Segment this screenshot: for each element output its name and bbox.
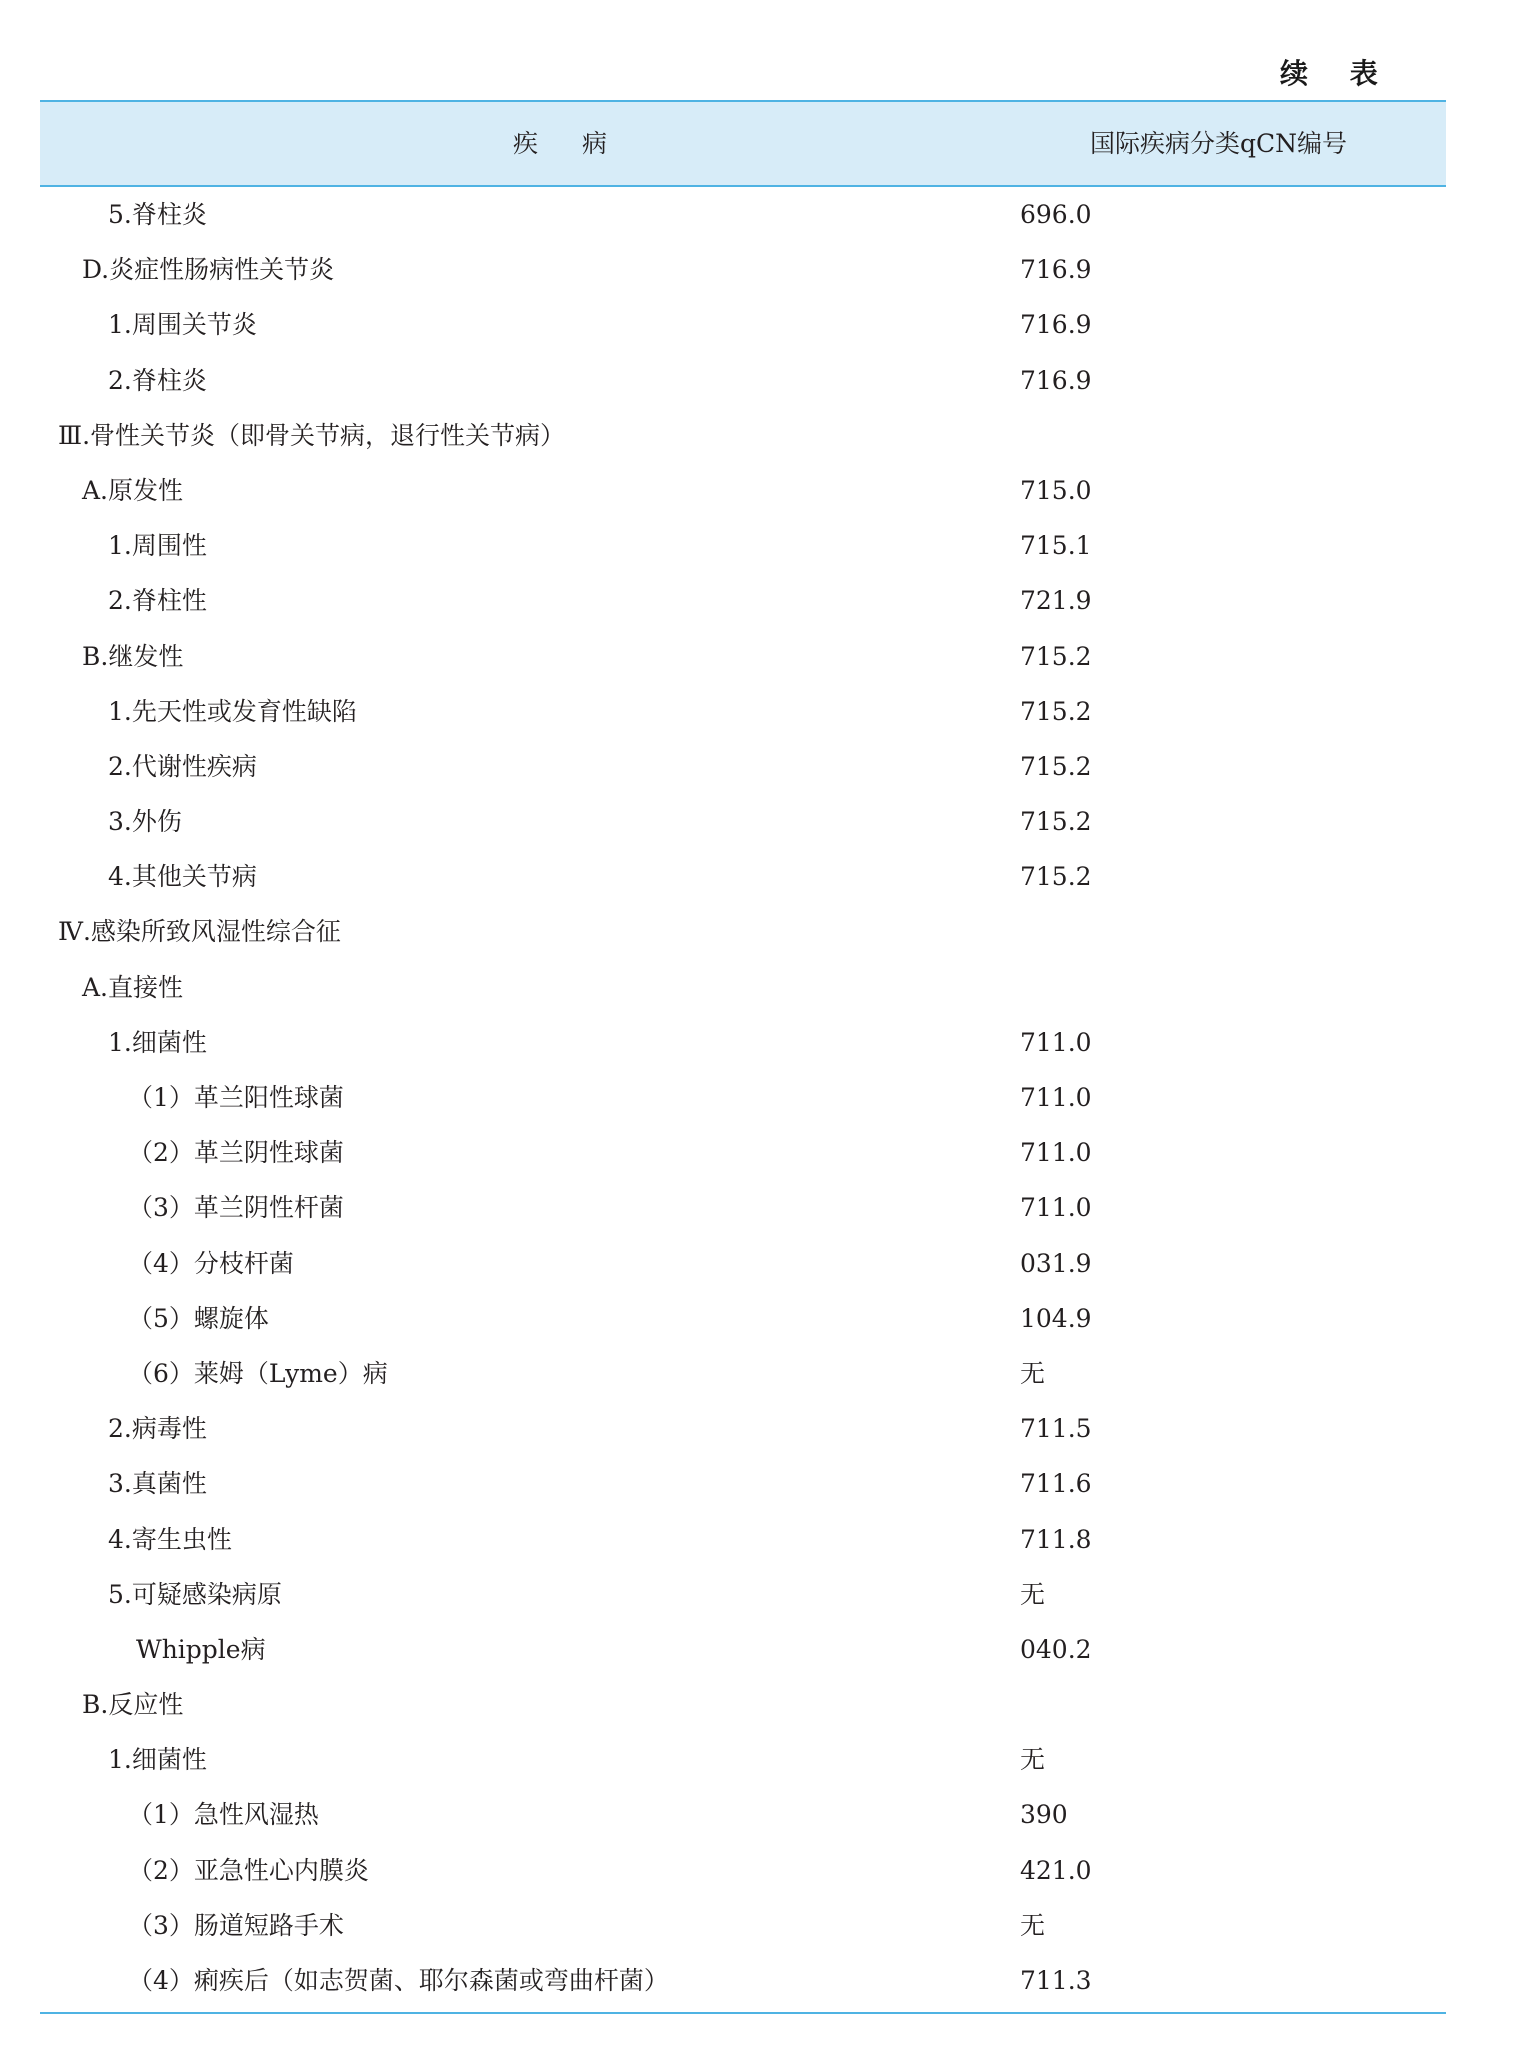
disease-name: （1）急性风湿热	[128, 1800, 319, 1830]
disease-code: 696.0	[1020, 200, 1092, 229]
disease-name: 2.代谢性疾病	[108, 751, 257, 781]
table-body	[40, 187, 1446, 2008]
disease-code: 715.2	[1020, 807, 1092, 837]
table-row	[40, 463, 1446, 518]
table-row	[40, 960, 1446, 1015]
table-row	[40, 1125, 1446, 1180]
table-row	[40, 739, 1446, 794]
disease-name: （4）痢疾后（如志贺菌、耶尔森菌或弯曲杆菌）	[128, 1966, 669, 1995]
disease-name: （4）分枝杆菌	[128, 1248, 294, 1278]
table-row	[40, 1180, 1446, 1235]
disease-name: Whipple病	[136, 1634, 266, 1664]
disease-code: 715.2	[1020, 862, 1092, 892]
disease-name: 4.寄生虫性	[108, 1524, 232, 1554]
disease-code: 711.5	[1020, 1414, 1092, 1444]
table-row	[40, 242, 1446, 297]
disease-code: 711.8	[1020, 1524, 1092, 1554]
disease-code: 无	[1020, 1910, 1046, 1940]
table-row	[40, 1622, 1446, 1677]
table-row	[40, 1567, 1446, 1622]
disease-code: 711.0	[1020, 1138, 1092, 1168]
table-row	[40, 1291, 1446, 1346]
table-row	[40, 684, 1446, 739]
disease-code: 104.9	[1020, 1303, 1092, 1333]
disease-name: （5）螺旋体	[128, 1303, 269, 1333]
disease-name: 5.脊柱炎	[108, 200, 207, 229]
table-row	[40, 1456, 1446, 1511]
disease-name: 1.细菌性	[108, 1745, 207, 1775]
disease-name: 1.细菌性	[108, 1027, 207, 1057]
disease-name: Ⅲ.骨性关节炎（即骨关节病，退行性关节病）	[58, 420, 566, 450]
disease-name: 1.周围性	[108, 531, 207, 561]
table-header	[40, 100, 1446, 187]
disease-name: （6）莱姆（Lyme）病	[128, 1358, 388, 1388]
disease-name: 3.真菌性	[108, 1469, 207, 1499]
table-row	[40, 1953, 1446, 2008]
disease-name: 2.病毒性	[108, 1414, 207, 1444]
disease-name: A.直接性	[82, 972, 184, 1002]
table-row	[40, 629, 1446, 684]
table-row	[40, 1898, 1446, 1953]
disease-name: Ⅳ.感染所致风湿性综合征	[58, 917, 341, 947]
disease-code: 711.6	[1020, 1469, 1092, 1499]
disease-code: 721.9	[1020, 586, 1092, 616]
disease-name: A.原发性	[82, 475, 184, 505]
disease-code: 715.2	[1020, 696, 1092, 726]
disease-code: 421.0	[1020, 1855, 1092, 1885]
disease-name: （1）革兰阳性球菌	[128, 1083, 344, 1112]
disease-name: D.炎症性肠病性关节炎	[82, 255, 335, 285]
disease-code: 711.0	[1020, 1083, 1092, 1112]
disease-code: 716.9	[1020, 310, 1092, 340]
disease-code: 715.1	[1020, 531, 1092, 561]
disease-code: 无	[1020, 1745, 1046, 1775]
table-row	[40, 1732, 1446, 1787]
disease-code: 716.9	[1020, 365, 1092, 395]
table-row	[40, 353, 1446, 408]
table-row	[40, 1843, 1446, 1898]
disease-name: （2）亚急性心内膜炎	[128, 1855, 369, 1885]
disease-name: 5.可疑感染病原	[108, 1579, 282, 1609]
disease-name: （2）革兰阴性球菌	[128, 1138, 344, 1168]
disease-code-table	[40, 100, 1446, 2008]
table-row	[40, 1401, 1446, 1456]
table-row	[40, 1236, 1446, 1291]
disease-code: 716.9	[1020, 255, 1092, 285]
header-code: 国际疾病分类qCN编号	[1090, 129, 1348, 158]
disease-code: 390	[1020, 1800, 1068, 1830]
disease-name: 3.外伤	[108, 807, 182, 837]
disease-name: B.反应性	[82, 1690, 184, 1720]
table-row	[40, 1787, 1446, 1842]
table-row	[40, 1346, 1446, 1401]
disease-name: 2.脊柱性	[108, 586, 207, 616]
table-row	[40, 297, 1446, 352]
table-row	[40, 1070, 1446, 1125]
disease-code: 040.2	[1020, 1634, 1092, 1664]
table-row	[40, 904, 1446, 959]
table-row	[40, 518, 1446, 573]
table-bottom-rule	[40, 2012, 1446, 2014]
table-row	[40, 187, 1446, 242]
disease-code: 031.9	[1020, 1248, 1092, 1278]
table-row	[40, 794, 1446, 849]
disease-name: （3）肠道短路手术	[128, 1910, 344, 1940]
table-row	[40, 1677, 1446, 1732]
disease-name: 4.其他关节病	[108, 862, 257, 892]
disease-code: 711.3	[1020, 1966, 1092, 1995]
table-row	[40, 573, 1446, 628]
disease-code: 711.0	[1020, 1027, 1092, 1057]
disease-code: 711.0	[1020, 1193, 1092, 1223]
disease-code: 无	[1020, 1358, 1046, 1388]
table-row	[40, 849, 1446, 904]
disease-name: 2.脊柱炎	[108, 365, 207, 395]
table-row	[40, 1015, 1446, 1070]
disease-name: （3）革兰阴性杆菌	[128, 1193, 344, 1223]
disease-name: 1.先天性或发育性缺陷	[108, 696, 357, 726]
disease-code: 715.0	[1020, 475, 1092, 505]
disease-code: 715.2	[1020, 641, 1092, 671]
table-row	[40, 408, 1446, 463]
disease-name: 1.周围关节炎	[108, 310, 257, 340]
disease-code: 715.2	[1020, 751, 1092, 781]
header-disease: 疾病	[512, 129, 651, 158]
disease-name: B.继发性	[82, 641, 184, 671]
disease-code: 无	[1020, 1579, 1046, 1609]
continued-label: 续 表	[1280, 57, 1394, 90]
table-row	[40, 1512, 1446, 1567]
